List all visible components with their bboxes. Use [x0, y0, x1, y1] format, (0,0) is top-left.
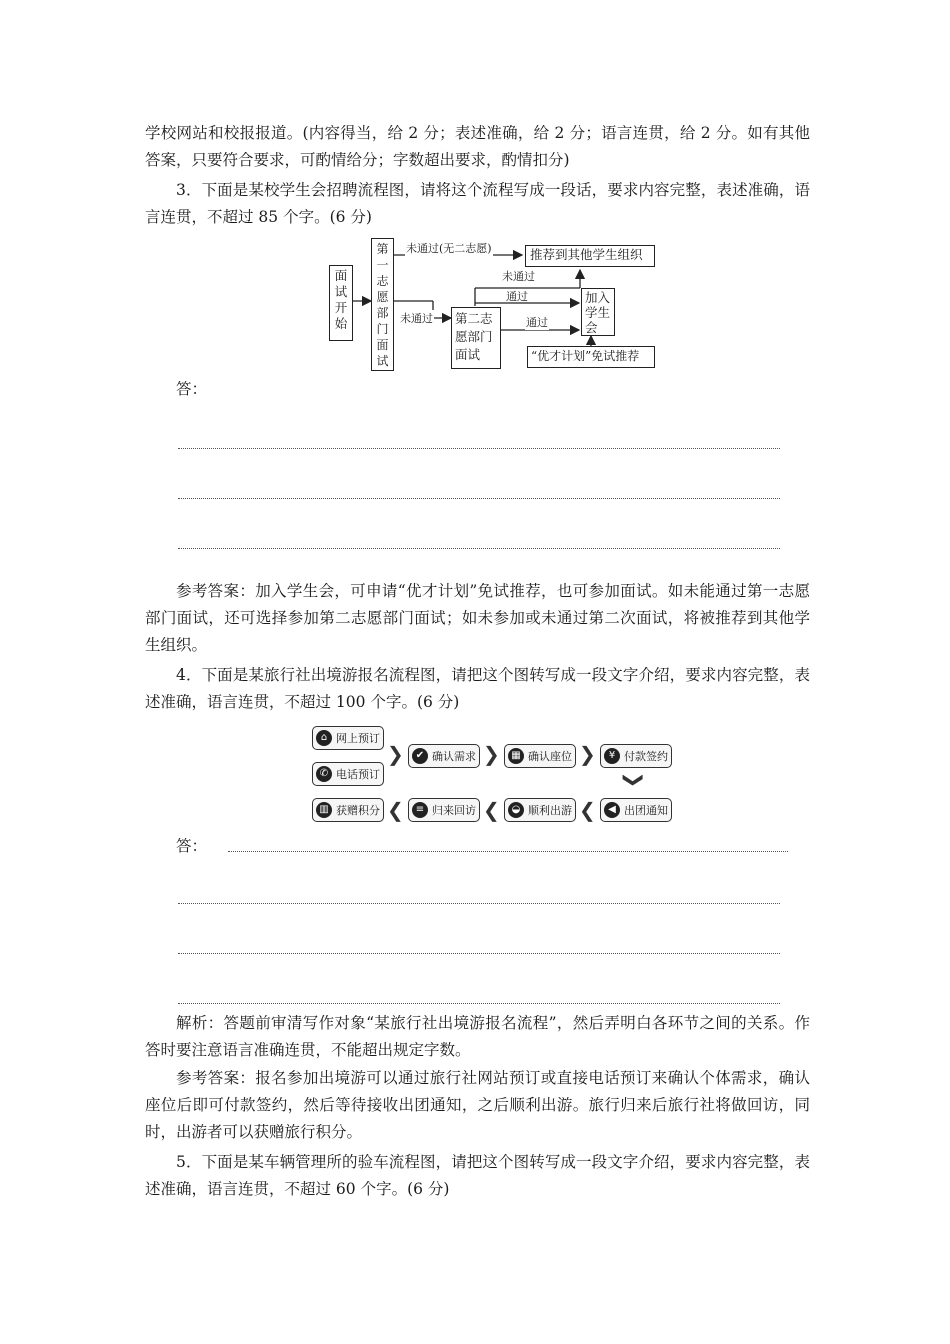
chevron-right-icon: ❯ [387, 742, 404, 766]
question-3: 3．下面是某校学生会招聘流程图，请将这个流程写成一段话，要求内容完整，表述准确，语言连贯，不超过 85 个字。(6 分) [145, 181, 810, 226]
answer-label-q4: 答： [176, 837, 208, 855]
answer-line-q3-2[interactable] [178, 498, 780, 499]
travel-flowchart [310, 724, 682, 830]
chevron-left-icon: ❮ [483, 798, 500, 822]
speaker-icon: ◀ [604, 802, 620, 818]
join-union-box: 加入 学生 会 [581, 288, 615, 336]
edge-label-fail-no-second: 未通过(无二志愿) [406, 242, 492, 255]
recruit-flowchart [325, 238, 660, 373]
step-online-booking: ⌂ 网上预订 [312, 726, 384, 750]
prev-answer-text: 学校网站和校报报道。(内容得当，给 2 分；表述准确，给 2 分；语言连贯，给 2 分。如有其他答案，只要符合要求，可酌情给分；字数超出要求，酌情扣分) [145, 124, 810, 169]
chevron-left-icon: ❮ [579, 798, 596, 822]
chevron-left-icon: ❮ [387, 798, 404, 822]
phone-icon: ✆ [316, 766, 332, 782]
bag-icon: ⌂ [316, 730, 332, 746]
answer-line-q4-1[interactable] [228, 851, 788, 852]
answer-line-q4-3[interactable] [178, 953, 780, 954]
step-confirm-need: ✔ 确认需求 [408, 744, 480, 768]
answer-label-q3: 答： [176, 380, 208, 398]
talent-plan-box: “优才计划”免试推荐 [527, 346, 655, 368]
step-confirm-seat: ▦ 确认座位 [504, 744, 576, 768]
edge-label-pass-second: 通过 [526, 316, 548, 329]
reference-answer-q3: 参考答案：加入学生会，可申请“优才计划”免试推荐，也可参加面试。如未能通过第一志愿部门面试，还可选择参加第二志愿部门面试；如未参加或未通过第二次面试，将被推荐到其他学生组织。 [145, 582, 810, 654]
step-points: ▥ 获赠积分 [312, 798, 384, 822]
answer-line-q4-4[interactable] [178, 1003, 780, 1004]
analysis-q4: 解析：答题前审清写作对象“某旅行社出境游报名流程”，然后弄明白各环节之间的关系。作答时要注意语言准确连贯，不能超出规定字数。 [145, 1014, 810, 1059]
step-phone-booking: ✆ 电话预订 [312, 762, 384, 786]
chevron-right-icon: ❯ [579, 742, 596, 766]
question-5: 5．下面是某车辆管理所的验车流程图，请把这个图转写成一段文字介绍，要求内容完整，表述准确，语言连贯，不超过 60 个字。(6 分) [145, 1153, 810, 1198]
answer-line-q4-2[interactable] [178, 903, 780, 904]
interview-start-box: 面 试 开 始 [329, 265, 353, 341]
edge-label-pass-first: 通过 [506, 290, 528, 303]
recommend-other-org-box: 推荐到其他学生组织 [525, 245, 655, 267]
chevron-down-icon: ❯ [622, 771, 647, 789]
question-4: 4．下面是某旅行社出境游报名流程图，请把这个图转写成一段文字介绍，要求内容完整，表述准确，语言连贯，不超过 100 个字。(6 分) [145, 666, 810, 711]
chevron-right-icon: ❯ [483, 742, 500, 766]
step-departure-notice: ◀ 出团通知 [600, 798, 672, 822]
answer-line-q3-3[interactable] [178, 548, 780, 549]
step-return-visit: ≡ 归来回访 [408, 798, 480, 822]
second-choice-interview-box: 第二志 愿部门 面试 [451, 307, 501, 369]
step-travel: ◒ 顺利出游 [504, 798, 576, 822]
gift-icon: ▥ [316, 802, 332, 818]
first-choice-interview-box: 第 一 志 愿 部 门 面 试 [371, 238, 394, 371]
reference-answer-q4: 参考答案：报名参加出境游可以通过旅行社网站预订或直接电话预订来确认个体需求，确认座位后即可付款签约，然后等待接收出团通知，之后顺利出游。旅行归来后旅行社将做回访，同时，出游者可以获赠旅行积分。 [145, 1069, 810, 1141]
step-payment: ¥ 付款签约 [600, 744, 672, 768]
globe-icon: ◒ [508, 802, 524, 818]
edge-label-fail-first: 未通过 [400, 312, 433, 325]
list-icon: ≡ [412, 802, 428, 818]
seat-icon: ▦ [508, 748, 524, 764]
check-icon: ✔ [412, 748, 428, 764]
edge-label-fail-second: 未通过 [502, 270, 535, 283]
yen-icon: ¥ [604, 748, 620, 764]
answer-line-q3-1[interactable] [178, 448, 780, 449]
